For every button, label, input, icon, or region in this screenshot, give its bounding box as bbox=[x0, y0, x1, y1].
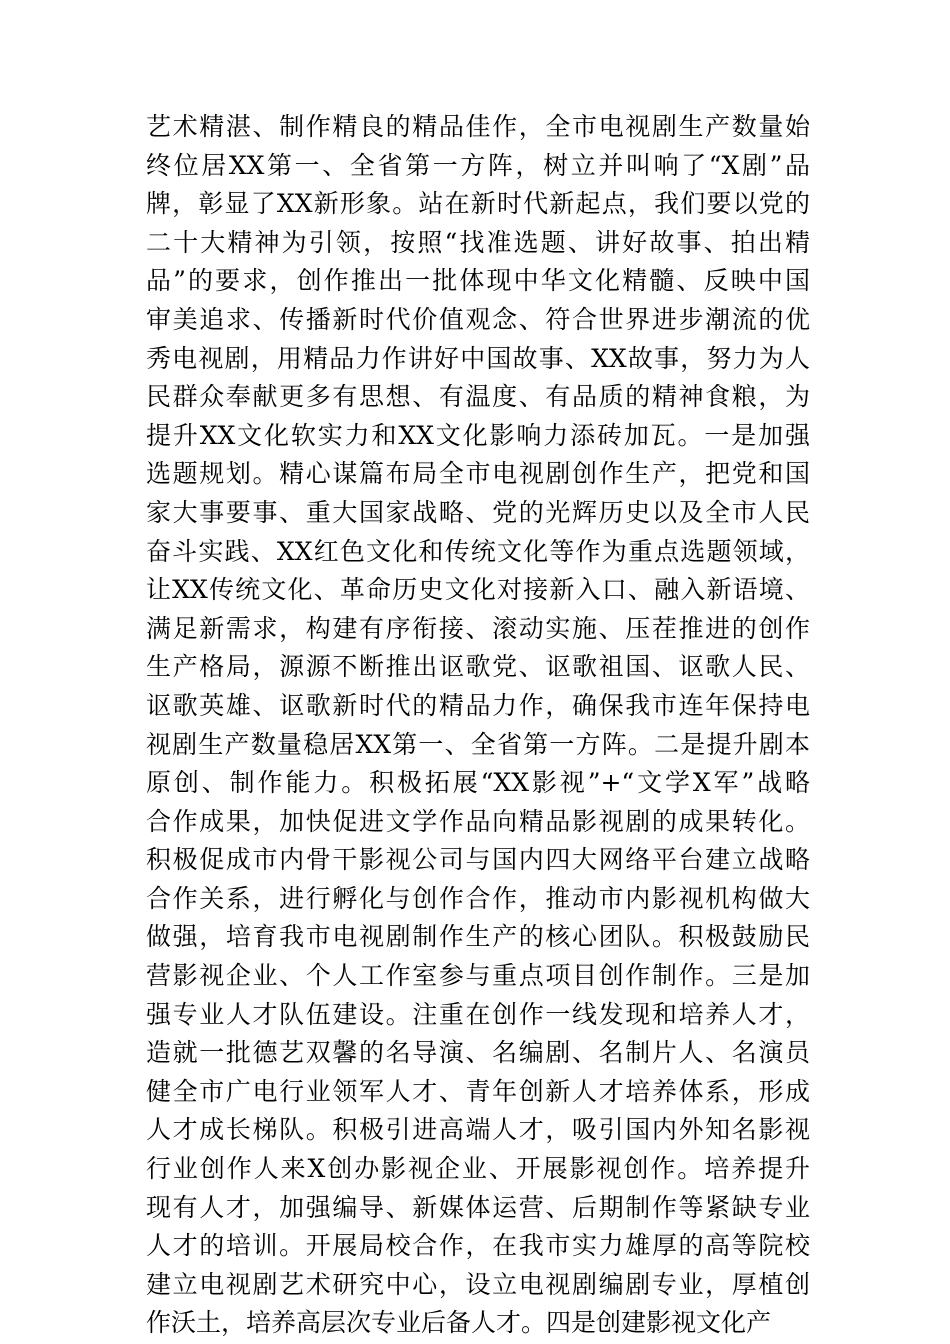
text-line: 讴歌英雄、讴歌新时代的精品力作，确保我市连年保持电 bbox=[146, 690, 810, 720]
text-line: 提升XX文化软实力和XX文化影响力添砖加瓦。一是加强 bbox=[146, 420, 810, 450]
text-line: 造就一批德艺双馨的名导演、名编剧、名制片人、名演员 bbox=[146, 1038, 810, 1068]
text-line: 作沃土，培养高层次专业后备人才。四是创建影视文化产 bbox=[146, 1308, 772, 1338]
text-line: 民群众奉献更多有思想、有温度、有品质的精神食粮，为 bbox=[146, 382, 810, 412]
text-line: 健全市广电行业领军人才、青年创新人才培养体系，形成 bbox=[146, 1076, 810, 1106]
text-line: 生产格局，源源不断推出讴歌党、讴歌祖国、讴歌人民、 bbox=[146, 652, 810, 682]
body-paragraph bbox=[146, 108, 810, 1343]
text-line: 家大事要事、重大国家战略、党的光辉历史以及全市人民 bbox=[146, 497, 810, 527]
text-line: 积极促成市内骨干影视公司与国内四大网络平台建立战略 bbox=[146, 845, 810, 875]
text-line: 品”的要求，创作推出一批体现中华文化精髓、反映中国 bbox=[146, 266, 810, 296]
text-line: 人才的培训。开展局校合作，在我市实力雄厚的高等院校 bbox=[146, 1231, 810, 1261]
text-line: 秀电视剧，用精品力作讲好中国故事、XX故事，努力为人 bbox=[146, 343, 810, 373]
text-line: 强专业人才队伍建设。注重在创作一线发现和培养人才， bbox=[146, 999, 810, 1029]
text-line: 艺术精湛、制作精良的精品佳作，全市电视剧生产数量始 bbox=[146, 112, 810, 141]
text-line: 合作成果，加快促进文学作品向精品影视剧的成果转化。 bbox=[146, 806, 810, 836]
text-line: 审美追求、传播新时代价值观念、符合世界进步潮流的优 bbox=[146, 304, 810, 334]
text-line: 合作关系，进行孵化与创作合作，推动市内影视机构做大 bbox=[146, 883, 810, 913]
text-line: 营影视企业、个人工作室参与重点项目创作制作。三是加 bbox=[146, 961, 810, 991]
text-line: 让XX传统文化、革命历史文化对接新入口、融入新语境、 bbox=[146, 575, 810, 605]
text-line: 奋斗实践、XX红色文化和传统文化等作为重点选题领域， bbox=[146, 536, 810, 566]
text-line: 选题规划。精心谋篇布局全市电视剧创作生产，把党和国 bbox=[146, 459, 810, 489]
text-line: 人才成长梯队。积极引进高端人才，吸引国内外知名影视 bbox=[146, 1115, 810, 1145]
text-line: 行业创作人来X创办影视企业、开展影视创作。培养提升 bbox=[146, 1154, 810, 1184]
text-line: 原创、制作能力。积极拓展“XX影视”+“文学X军”战略 bbox=[146, 768, 810, 798]
text-line: 视剧生产数量稳居XX第一、全省第一方阵。二是提升剧本 bbox=[146, 729, 810, 759]
text-line: 现有人才，加强编导、新媒体运营、后期制作等紧缺专业 bbox=[146, 1192, 810, 1222]
text-line: 满足新需求，构建有序衔接、滚动实施、压茬推进的创作 bbox=[146, 613, 810, 643]
text-line: 牌，彰显了XX新形象。站在新时代新起点，我们要以党的 bbox=[146, 189, 810, 219]
text-line: 二十大精神为引领，按照“找准选题、讲好故事、拍出精 bbox=[146, 227, 810, 257]
text-line: 建立电视剧艺术研究中心，设立电视剧编剧专业，厚植创 bbox=[146, 1269, 810, 1299]
text-line: 终位居XX第一、全省第一方阵，树立并叫响了“X剧”品 bbox=[146, 150, 810, 180]
text-line: 做强，培育我市电视剧制作生产的核心团队。积极鼓励民 bbox=[146, 922, 810, 952]
